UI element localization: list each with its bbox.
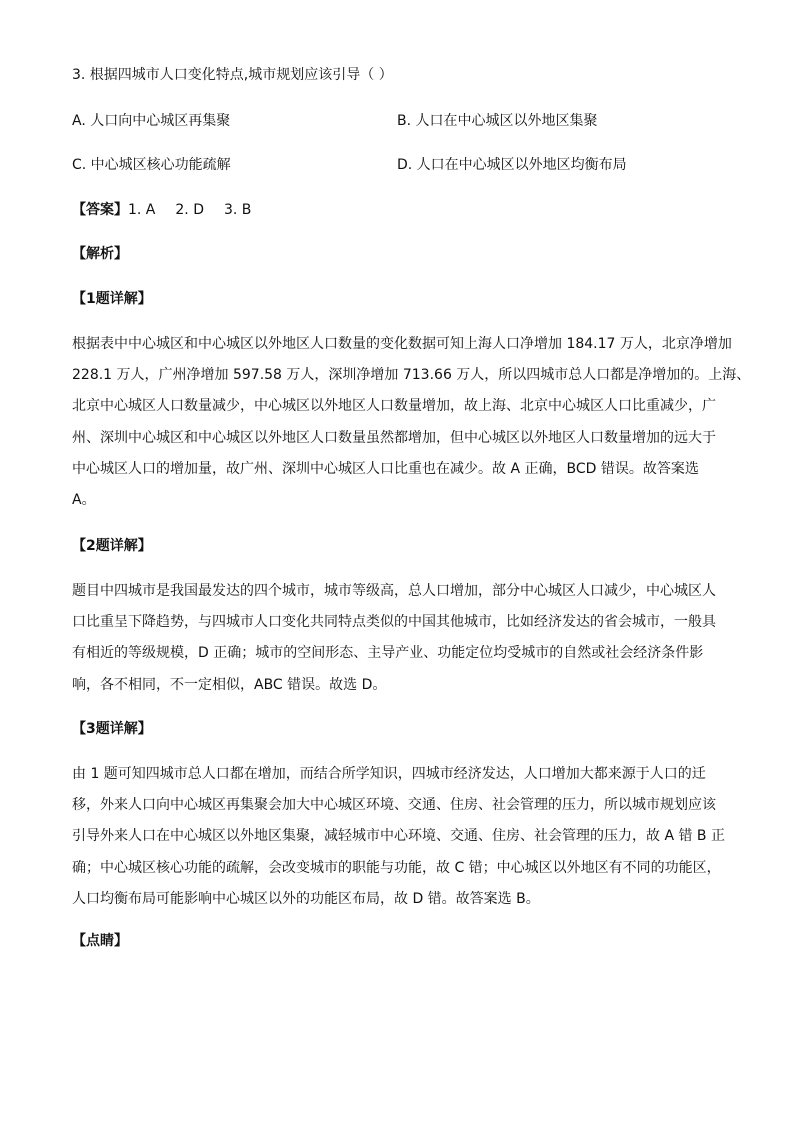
detail-2-line: 题目中四城市是我国最发达的四个城市，城市等级高，总人口增加，部分中心城区人口减少，中心城区人 <box>72 583 716 599</box>
detail-1-line: 州、深圳中心城区和中心城区以外地区人口数量虽然都增加，但中心城区以外地区人口数量增加的远大于 <box>72 429 716 446</box>
option-b: B. 人口在中心城区以外地区集聚 <box>397 113 598 129</box>
answer-item-3: 3. B <box>223 202 252 218</box>
question-stem: 3. 根据四城市人口变化特点,城市规划应该引导（ ） <box>72 67 393 83</box>
analysis-label: 【解析】 <box>72 246 128 262</box>
detail-3-heading: 【3题详解】 <box>72 721 152 737</box>
answer-line <box>72 201 251 219</box>
detail-3-line: 人口均衡布局可能影响中心城区以外的功能区布局，故 D 错。故答案选 B。 <box>72 890 540 907</box>
detail-1-line: 228.1 万人，广州净增加 597.58 万人，深圳净增加 713.66 万人，所以四城市总人口都是净增加的。上海、 <box>72 367 751 384</box>
detail-2-line: 口比重呈下降趋势，与四城市人口变化共同特点类似的中国其他城市，比如经济发达的省会城市，一般具 <box>72 614 716 631</box>
detail-1-line: 中心城区人口的增加量，故广州、深圳中心城区人口比重也在减少。故 A 正确，BCD 错误。故答案选 <box>72 460 699 477</box>
detail-1-paragraph <box>72 329 751 516</box>
detail-3-line: 引导外来人口在中心城区以外地区集聚，减轻城市中心环境、交通、住房、社会管理的压力，故 A 错 B 正 <box>72 828 725 845</box>
option-a: A. 人口向中心城区再集聚 <box>72 113 231 129</box>
detail-2-heading: 【2题详解】 <box>72 538 152 554</box>
detail-2-paragraph <box>72 576 724 701</box>
detail-3-line: 移，外来人口向中心城区再集聚会加大中心城区环境、交通、住房、社会管理的压力，所以城市规划应该 <box>72 797 716 814</box>
detail-2-line: 有相近的等级规模，D 正确；城市的空间形态、主导产业、功能定位均受城市的自然或社会经济条件影 <box>72 645 704 662</box>
answer-label: 【答案】 <box>72 202 128 218</box>
option-d: D. 人口在中心城区以外地区均衡布局 <box>397 157 627 173</box>
detail-1-line: 北京中心城区人口数量减少，中心城区以外地区人口数量增加，故上海、北京中心城区人口比重减少，广 <box>72 398 716 415</box>
detail-2-line: 响，各不相同，不一定相似，ABC 错误。故选 D。 <box>72 676 387 693</box>
answer-item-2: 2. D <box>175 202 204 218</box>
detail-3-line: 由 1 题可知四城市总人口都在增加，而结合所学知识，四城市经济发达，人口增加大都来源于人口的迁 <box>72 766 706 782</box>
detail-1-line: 根据表中中心城区和中心城区以外地区人口数量的变化数据可知上海人口净增加 184.17 万人，北京净增加 <box>72 336 732 352</box>
detail-3-paragraph <box>72 759 724 915</box>
detail-1-heading: 【1题详解】 <box>72 291 152 307</box>
answer-item-1: 1. A <box>128 202 156 218</box>
option-c: C. 中心城区核心功能疏解 <box>72 157 231 173</box>
detail-3-line: 确；中心城区核心功能的疏解，会改变城市的职能与功能，故 C 错；中心城区以外地区有不同的功能区， <box>72 859 721 876</box>
detail-1-line: A。 <box>72 492 96 509</box>
comment-label: 【点睛】 <box>72 933 128 949</box>
